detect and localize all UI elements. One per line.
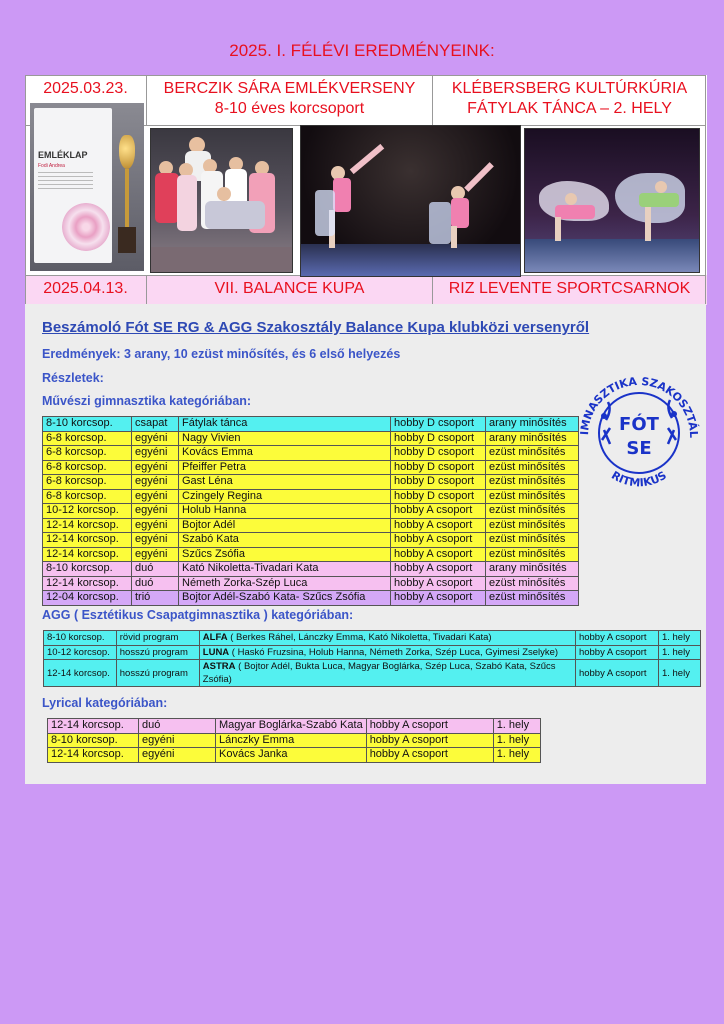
table-cell: Szabó Kata — [179, 533, 391, 548]
table-cell: hobby D csoport — [391, 460, 486, 475]
table-cell: hobby A csoport — [391, 591, 486, 606]
table-cell: arany minősítés — [486, 431, 579, 446]
table-cell: duó — [139, 719, 216, 734]
table-cell: hobby A csoport — [575, 631, 658, 646]
agg-results-table — [43, 630, 701, 687]
table-row — [43, 504, 579, 519]
lyrical-results-table — [47, 718, 541, 763]
table-cell: hobby A csoport — [391, 518, 486, 533]
table-cell: ezüst minősítés — [486, 547, 579, 562]
table-cell: 6-8 korcsop. — [43, 475, 132, 490]
table-cell: 12-14 korcsop. — [43, 518, 132, 533]
logo-line2: SE — [626, 438, 652, 459]
table-row — [43, 446, 579, 461]
logo-line1: FÓT — [619, 414, 659, 435]
table-row — [43, 562, 579, 577]
event-date-2: 2025.04.13. — [43, 280, 128, 297]
table-row — [43, 417, 579, 432]
page-title: 2025. I. FÉLÉVI EREDMÉNYEINK: — [229, 41, 495, 60]
table-cell: 8-10 korcsop. — [43, 562, 132, 577]
table-cell: ezüst minősítés — [486, 518, 579, 533]
venue-line1: KLÉBERSBERG KULTÚRKÚRIA — [451, 80, 688, 97]
table-cell: 12-14 korcsop. — [44, 660, 117, 687]
table-cell: hobby A csoport — [391, 576, 486, 591]
table-row — [43, 431, 579, 446]
table-row — [44, 660, 701, 687]
table-cell: Kovács Janka — [216, 748, 367, 763]
table-cell: hobby A csoport — [391, 562, 486, 577]
table-cell: 6-8 korcsop. — [43, 431, 132, 446]
team-members: ( Haskó Fruzsina, Holub Hanna, Németh Zorka, Szép Luca, Gyimesi Zselyke) — [229, 646, 559, 658]
table-cell: hobby A csoport — [575, 660, 658, 687]
table-cell: Bojtor Adél-Szabó Kata- Szűcs Zsófia — [179, 591, 391, 606]
team-members: ( Berkes Ráhel, Lánczky Emma, Kató Nikoletta, Tivadari Kata) — [227, 632, 492, 644]
table-cell: hobby A csoport — [391, 504, 486, 519]
venue-result: FÁTYLAK TÁNCA – 2. HELY — [467, 100, 672, 117]
table-cell: 1. hely — [493, 719, 540, 734]
table-cell: ezüst minősítés — [486, 591, 579, 606]
table-cell: Magyar Boglárka-Szabó Kata — [216, 719, 367, 734]
event-name-2: VII. BALANCE KUPA — [214, 280, 365, 297]
table-cell: 12-14 korcsop. — [43, 547, 132, 562]
table-cell: hobby A csoport — [391, 533, 486, 548]
table-row — [43, 518, 579, 533]
table-row — [43, 460, 579, 475]
table-cell: ezüst minősítés — [486, 504, 579, 519]
dance-photo-2 — [524, 128, 700, 273]
table-cell: arany minősítés — [486, 562, 579, 577]
event-venue — [433, 79, 706, 119]
table-cell: Fátylak tánca — [179, 417, 391, 432]
report-results: Eredmények: 3 arany, 10 ezüst minősítés, és 6 első helyezés — [42, 347, 401, 361]
report-details: Részletek: — [42, 371, 104, 385]
team-name: ASTRA — [202, 661, 236, 672]
event-age-group: 8-10 éves korcsoport — [214, 100, 365, 117]
certificate-heading: EMLÉKLAP — [38, 150, 88, 160]
table-cell: egyéni — [132, 489, 179, 504]
group-photo — [150, 128, 293, 273]
table-row — [44, 645, 701, 660]
table-row — [43, 475, 579, 490]
table-cell: hobby A csoport — [366, 748, 493, 763]
event-name-line1: BERCZIK SÁRA EMLÉKVERSENY — [163, 80, 416, 97]
report-title: Beszámoló Fót SE RG & AGG Szakosztály Balance Kupa klubközi versenyről — [42, 319, 590, 336]
table-cell: csapat — [132, 417, 179, 432]
table-cell: 12-14 korcsop. — [48, 719, 139, 734]
table-cell: Kovács Emma — [179, 446, 391, 461]
certificate-text-lines — [38, 172, 93, 192]
table-cell: 12-14 korcsop. — [43, 533, 132, 548]
table-cell: ezüst minősítés — [486, 460, 579, 475]
team-members-cell — [199, 631, 575, 646]
table-row — [43, 576, 579, 591]
table-cell: duó — [132, 562, 179, 577]
table-cell: 12-14 korcsop. — [43, 576, 132, 591]
table-row — [43, 533, 579, 548]
table-cell: hosszú program — [116, 645, 199, 660]
svg-text:GIMNASZTIKA SZAKOSZTÁLY: IMNASZTIKA SZAKOSZTÁL — [577, 374, 701, 437]
table-cell: Pfeiffer Petra — [179, 460, 391, 475]
section-agg-heading: AGG ( Esztétikus Csapatgimnasztika ) kategóriában: — [42, 608, 354, 622]
table-cell: 1. hely — [658, 645, 700, 660]
table-cell: 8-10 korcsop. — [48, 733, 139, 748]
table-cell: Czingely Regina — [179, 489, 391, 504]
team-name: LUNA — [202, 646, 230, 658]
table-cell: hobby A csoport — [391, 547, 486, 562]
table-cell: 10-12 korcsop. — [44, 645, 117, 660]
table-cell: 1. hely — [493, 748, 540, 763]
table-cell: 1. hely — [658, 631, 700, 646]
table-cell: Nagy Vivien — [179, 431, 391, 446]
table-cell: ezüst minősítés — [486, 576, 579, 591]
table-cell: hobby D csoport — [391, 431, 486, 446]
table-cell: 8-10 korcsop. — [43, 417, 132, 432]
table-cell: hobby D csoport — [391, 446, 486, 461]
event-date: 2025.03.23. — [43, 80, 128, 97]
certificate-photo — [30, 103, 144, 271]
table-row — [43, 591, 579, 606]
team-members: ( Bojtor Adél, Bukta Luca, Magyar Boglárka, Szép Luca, Szabó Kata, Szűcs Zsófia) — [202, 661, 556, 685]
table-row — [48, 733, 541, 748]
table-cell: 1. hely — [493, 733, 540, 748]
table-cell: 12-14 korcsop. — [48, 748, 139, 763]
table-cell: egyéni — [139, 748, 216, 763]
table-cell: ezüst minősítés — [486, 446, 579, 461]
section-rg-heading: Művészi gimnasztika kategóriában: — [42, 394, 252, 408]
table-cell: ezüst minősítés — [486, 475, 579, 490]
table-cell: Lánczky Emma — [216, 733, 367, 748]
table-cell: Kató Nikoletta-Tivadari Kata — [179, 562, 391, 577]
table-cell: Szűcs Zsófia — [179, 547, 391, 562]
table-cell: egyéni — [132, 547, 179, 562]
table-cell: 10-12 korcsop. — [43, 504, 132, 519]
table-cell: duó — [132, 576, 179, 591]
table-row — [43, 489, 579, 504]
table-cell: hosszú program — [116, 660, 199, 687]
section-lyrical-heading: Lyrical kategóriában: — [42, 696, 168, 710]
table-cell: 6-8 korcsop. — [43, 489, 132, 504]
table-cell: egyéni — [139, 733, 216, 748]
table-cell: 6-8 korcsop. — [43, 446, 132, 461]
table-cell: arany minősítés — [486, 417, 579, 432]
table-row — [48, 748, 541, 763]
table-cell: egyéni — [132, 446, 179, 461]
table-cell: egyéni — [132, 475, 179, 490]
table-cell: hobby A csoport — [366, 733, 493, 748]
table-cell: egyéni — [132, 504, 179, 519]
certificate-mandala — [62, 203, 110, 251]
table-cell: hobby D csoport — [391, 489, 486, 504]
table-cell: Bojtor Adél — [179, 518, 391, 533]
certificate-paper — [34, 108, 112, 263]
team-name: ALFA — [202, 632, 228, 644]
table-cell: egyéni — [132, 533, 179, 548]
table-row — [43, 547, 579, 562]
table-cell: egyéni — [132, 518, 179, 533]
svg-text:RITMIKUS: RITMIKUS — [609, 468, 669, 490]
table-cell: hobby D csoport — [391, 417, 486, 432]
club-logo — [574, 368, 704, 498]
team-members-cell — [199, 660, 575, 687]
table-cell: trió — [132, 591, 179, 606]
certificate-name: Fodi Andrea — [38, 163, 65, 169]
team-members-cell — [199, 645, 575, 660]
table-cell: 12-04 korcsop. — [43, 591, 132, 606]
table-cell: Gast Léna — [179, 475, 391, 490]
table-cell: Németh Zorka-Szép Luca — [179, 576, 391, 591]
table-cell: egyéni — [132, 431, 179, 446]
event-name — [147, 79, 432, 119]
table-cell: rövid program — [116, 631, 199, 646]
table-row — [48, 719, 541, 734]
dance-photo-1 — [300, 125, 521, 277]
rg-results-table — [42, 416, 579, 606]
table-cell: hobby A csoport — [366, 719, 493, 734]
table-cell: 8-10 korcsop. — [44, 631, 117, 646]
table-cell: 1. hely — [658, 660, 700, 687]
table-cell: Holub Hanna — [179, 504, 391, 519]
table-cell: egyéni — [132, 460, 179, 475]
table-row — [44, 631, 701, 646]
table-cell: ezüst minősítés — [486, 533, 579, 548]
table-cell: ezüst minősítés — [486, 489, 579, 504]
table-cell: hobby D csoport — [391, 475, 486, 490]
trophy-icon — [116, 135, 138, 255]
event-venue-2: RIZ LEVENTE SPORTCSARNOK — [448, 280, 691, 297]
table-cell: hobby A csoport — [575, 645, 658, 660]
table-cell: 6-8 korcsop. — [43, 460, 132, 475]
